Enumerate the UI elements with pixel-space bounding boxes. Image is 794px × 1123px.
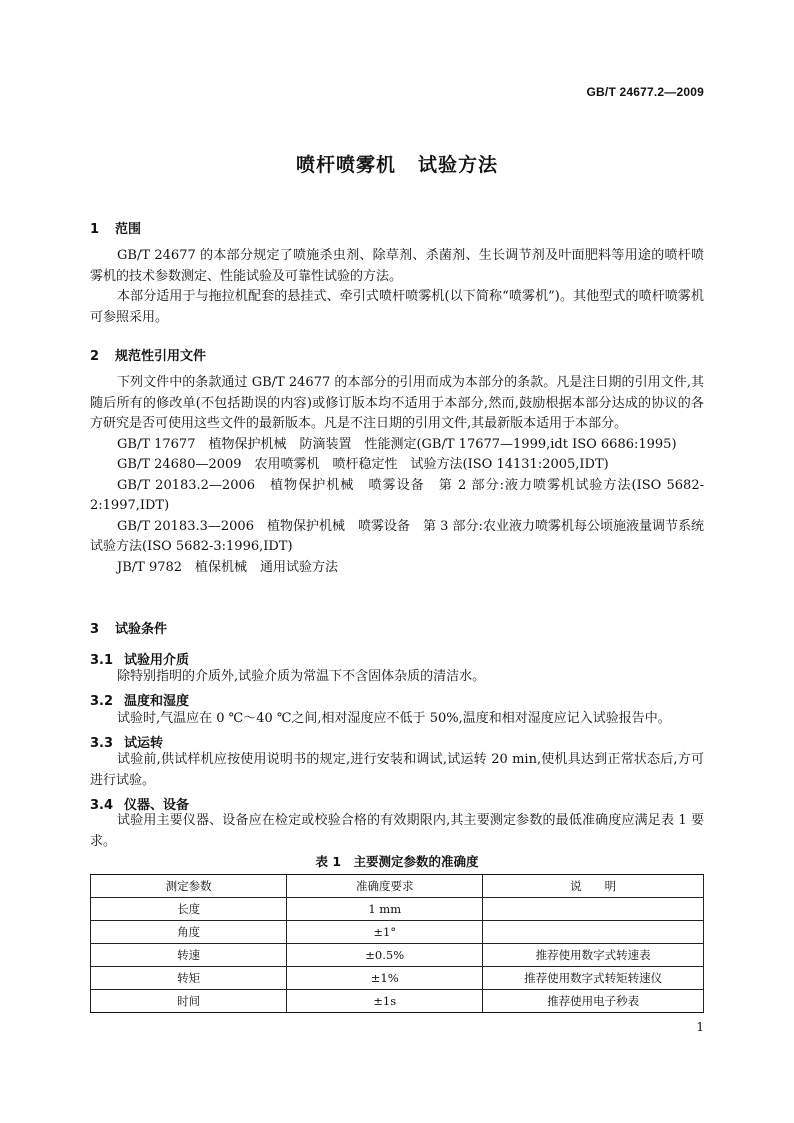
reference-item: GB/T 20183.3—2006 植物保护机械 喷雾设备 第 3 部分:农业液力喷雾机每公顷施液量调节系统试验方法(ISO 5682-3:1996,IDT) (90, 518, 704, 554)
paragraph: 除特别指明的介质外,试验介质为常温下不含固体杂质的清洁水。 (117, 669, 486, 684)
subsection-heading-3-3 (90, 732, 163, 751)
reference-item: JB/T 9782 植保机械 通用试验方法 (117, 559, 339, 575)
paragraph: GB/T 24677 的本部分规定了喷施杀虫剂、除草剂、杀菌剂、生长调节剂及叶面肥料等用途的喷杆喷雾机的技术参数测定、性能试验及可靠性试验的方法。 (90, 248, 704, 284)
table-row (91, 921, 704, 944)
section-heading-2 (90, 345, 206, 364)
table-cell: 推荐使用电子秒表 (483, 990, 704, 1013)
accuracy-table (90, 874, 704, 1013)
subsection-3-1-body (90, 667, 704, 688)
subsection-3-4-body (90, 811, 704, 852)
reference-item: GB/T 17677 植物保护机械 防滴装置 性能测定(GB/T 17677—1999,idt ISO 6686:1995) (117, 436, 677, 452)
paragraph: 试验前,供试样机应按使用说明书的规定,进行安装和调试,试运转 20 min,使机具达到正常状态后,方可进行试验。 (90, 752, 704, 788)
subsection-title: 试验用介质 (124, 653, 190, 668)
title-part1: 喷杆喷雾机 (295, 154, 396, 176)
section-number: 1 (90, 222, 100, 237)
table-cell: ±1s (287, 990, 483, 1013)
table-row (91, 990, 704, 1013)
subsection-title: 仪器、设备 (124, 798, 190, 813)
subsection-heading-3-2 (90, 690, 189, 709)
subsection-heading-3-1 (90, 649, 189, 668)
section-2-body (90, 373, 704, 578)
paragraph: 本部分适用于与拖拉机配套的悬挂式、牵引式喷杆喷雾机(以下简称“喷雾机”)。其他型式的喷杆喷雾机可参照采用。 (90, 289, 704, 325)
section-title: 规范性引用文件 (115, 349, 207, 364)
table-row (91, 944, 704, 967)
paragraph: 下列文件中的条款通过 GB/T 24677 的本部分的引用而成为本部分的条款。凡是注日期的引用文件,其随后所有的修改单(不包括勘误的内容)或修订版本均不适用于本部分,然而,鼓励根据本部分达成的协议的各方研究是否可使用这些文件的最新版本。凡是不注日期的引用文件,其最新版本适用于本部分。 (90, 375, 704, 431)
subsection-title: 温度和湿度 (124, 694, 190, 709)
title-part2: 试验方法 (418, 154, 499, 176)
table-row (91, 967, 704, 990)
subsection-number: 3.1 (90, 653, 114, 668)
table-cell (483, 921, 704, 944)
table-cell: 角度 (91, 921, 287, 944)
section-heading-3 (90, 618, 167, 637)
section-number: 3 (90, 622, 100, 637)
table-cell: 推荐使用数字式转矩转速仪 (483, 967, 704, 990)
paragraph: 试验用主要仪器、设备应在检定或校验合格的有效期限内,其主要测定参数的最低准确度应满足表 1 要求。 (90, 813, 704, 849)
section-title: 试验条件 (115, 622, 168, 637)
subsection-number: 3.2 (90, 694, 114, 709)
table-cell: 推荐使用数字式转速表 (483, 944, 704, 967)
subsection-number: 3.4 (90, 798, 114, 813)
table-cell: ±0.5% (287, 944, 483, 967)
table-cell: 时间 (91, 990, 287, 1013)
subsection-3-2-body (90, 709, 704, 730)
reference-item: GB/T 24680—2009 农用喷雾机 喷杆稳定性 试验方法(ISO 14131:2005,IDT) (117, 457, 609, 472)
table-header-cell: 测定参数 (91, 875, 287, 898)
table-header-cell: 说 明 (483, 875, 704, 898)
subsection-title: 试运转 (124, 736, 164, 751)
table-header-cell: 准确度要求 (287, 875, 483, 898)
table-header-row (91, 875, 704, 898)
standard-code: GB/T 24677.2—2009 (586, 85, 704, 99)
table-cell: 转矩 (91, 967, 287, 990)
section-1-body (90, 246, 704, 328)
section-number: 2 (90, 349, 100, 364)
table-cell: 转速 (91, 944, 287, 967)
section-title: 范围 (115, 222, 142, 237)
table-row (91, 898, 704, 921)
subsection-number: 3.3 (90, 736, 114, 751)
table-cell: ±1° (287, 921, 483, 944)
subsection-3-3-body (90, 750, 704, 791)
table-caption: 表 1 主要测定参数的准确度 (315, 854, 479, 869)
table-cell: ±1% (287, 967, 483, 990)
section-heading-1 (90, 218, 141, 237)
table-cell: 长度 (91, 898, 287, 921)
document-title (0, 150, 794, 177)
table-cell: 1 mm (287, 898, 483, 921)
page-number: 1 (696, 1020, 704, 1034)
paragraph: 试验时,气温应在 0 ℃～40 ℃之间,相对湿度应不低于 50%,温度和相对湿度应记入试验报告中。 (117, 711, 671, 726)
table-cell (483, 898, 704, 921)
reference-item: GB/T 20183.2—2006 植物保护机械 喷雾设备 第 2 部分:液力喷雾机试验方法(ISO 5682-2:1997,IDT) (90, 477, 704, 513)
